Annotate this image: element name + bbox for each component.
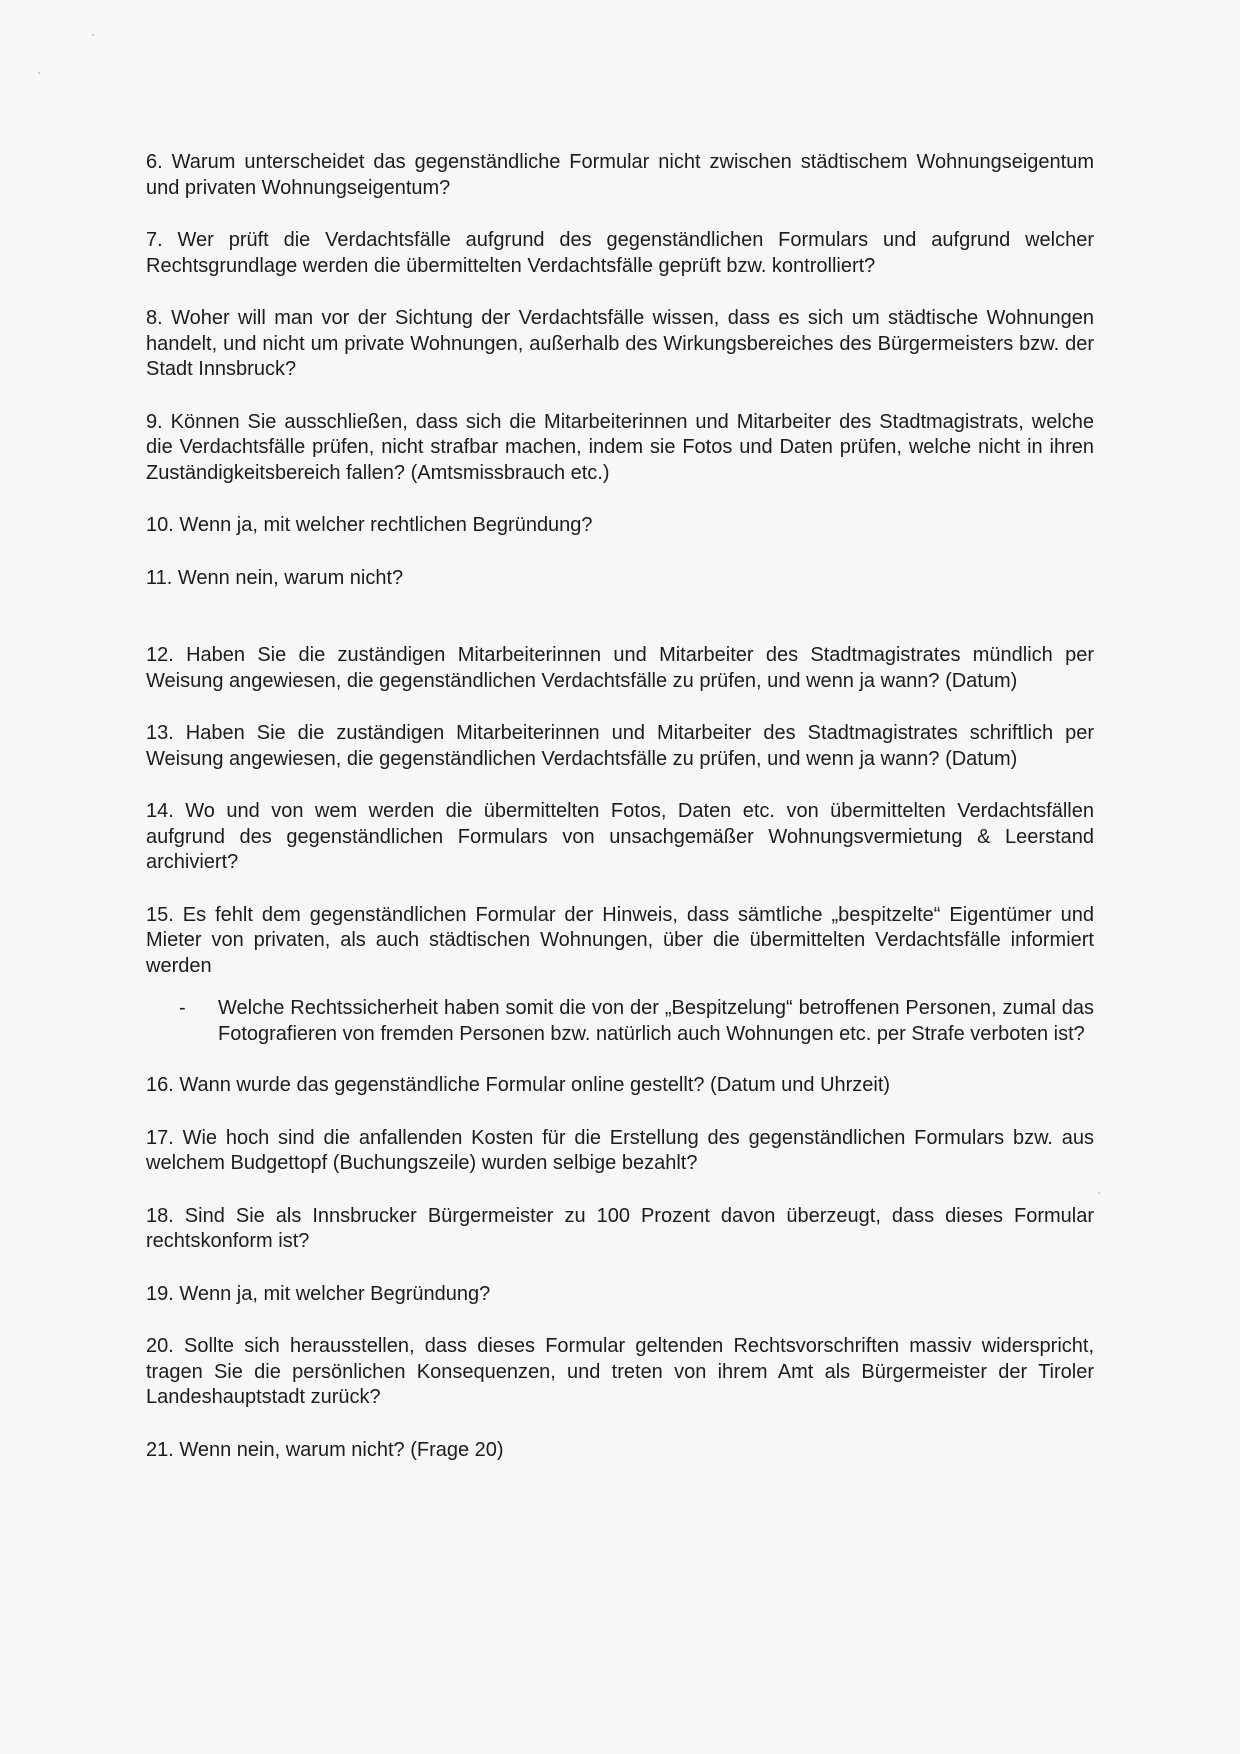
question-13: 13. Haben Sie die zuständigen Mitarbeiterinnen und Mitarbeiter des Stadtmagistrates schriftlich per Weisung angewiesen, die gegenständlichen Verdachtsfälle zu prüfen, und wenn ja wann? (Datum) [146, 722, 1094, 770]
question-16: 16. Wann wurde das gegenständliche Formular online gestellt? (Datum und Uhrzeit) [146, 1074, 891, 1096]
question-7: 7. Wer prüft die Verdachtsfälle aufgrund des gegenständlichen Formulars und aufgrund welcher Rechtsgrundlage werden die übermittelten Verdachtsfälle geprüft bzw. kontrolliert? [146, 229, 1094, 277]
question-9: 9. Können Sie ausschließen, dass sich die Mitarbeiterinnen und Mitarbeiter des Stadtmagistrats, welche die Verdachtsfälle prüfen, nicht strafbar machen, indem sie Fotos und Daten prüfen, welche nicht in ihren Zuständigkeitsbereich fallen? (Amtsmissbrauch etc.) [146, 410, 1094, 484]
question-17: 17. Wie hoch sind die anfallenden Kosten für die Erstellung des gegenständlichen Formulars bzw. aus welchem Budgettopf (Buchungszeile) wurden selbige bezahlt? [146, 1126, 1094, 1174]
scan-speck [1098, 1192, 1100, 1194]
question-18: 18. Sind Sie als Innsbrucker Bürgermeister zu 100 Prozent davon überzeugt, dass dieses Formular rechtskonform ist? [146, 1204, 1094, 1252]
question-19: 19. Wenn ja, mit welcher Begründung? [146, 1282, 491, 1305]
question-15: 15. Es fehlt dem gegenständlichen Formular der Hinweis, dass sämtliche „bespitzelte“ Eigentümer und Mieter von privaten, als auch städtischen Wohnungen, über die übermittelten Verdachtsfälle informiert werden [146, 903, 1094, 977]
scan-speck [92, 34, 94, 36]
question-11: 11. Wenn nein, warum nicht? [146, 566, 404, 589]
question-20: 20. Sollte sich herausstellen, dass dieses Formular geltenden Rechtsvorschriften massiv widerspricht, tragen Sie die persönlichen Konsequenzen, und treten von ihrem Amt als Bürgermeister der Tiroler Landeshauptstadt zurück? [146, 1335, 1094, 1408]
sub-item-text: Welche Rechtssicherheit haben somit die von der „Bespitzelung“ betroffenen Personen, zumal das Fotografieren von fremden Personen bzw. natürlich auch Wohnungen etc. per Strafe verboten ist? [218, 997, 1094, 1045]
question-6: 6. Warum unterscheidet das gegenständliche Formular nicht zwischen städtischem Wohnungseigentum und privaten Wohnungseigentum? [146, 151, 1094, 199]
scan-speck [38, 72, 40, 74]
question-15-sub-item [146, 996, 1094, 1047]
question-21: 21. Wenn nein, warum nicht? (Frage 20) [146, 1438, 504, 1461]
question-10: 10. Wenn ja, mit welcher rechtlichen Begründung? [146, 514, 593, 536]
dash-bullet: - [179, 997, 186, 1019]
question-14: 14. Wo und von wem werden die übermittelten Fotos, Daten etc. von übermittelten Verdachtsfällen aufgrund des gegenständlichen Formulars von unsachgemäßer Wohnungsvermietung & Leerstand archiviert? [146, 800, 1094, 873]
question-list [146, 150, 1094, 1490]
question-8: 8. Woher will man vor der Sichtung der Verdachtsfälle wissen, dass es sich um städtische Wohnungen handelt, und nicht um private Wohnungen, außerhalb des Wirkungsbereiches des Bürgermeisters bzw. der Stadt Innsbruck? [146, 307, 1094, 380]
question-12: 12. Haben Sie die zuständigen Mitarbeiterinnen und Mitarbeiter des Stadtmagistrates mündlich per Weisung angewiesen, die gegenständlichen Verdachtsfälle zu prüfen, und wenn ja wann? (Datum) [146, 644, 1094, 692]
